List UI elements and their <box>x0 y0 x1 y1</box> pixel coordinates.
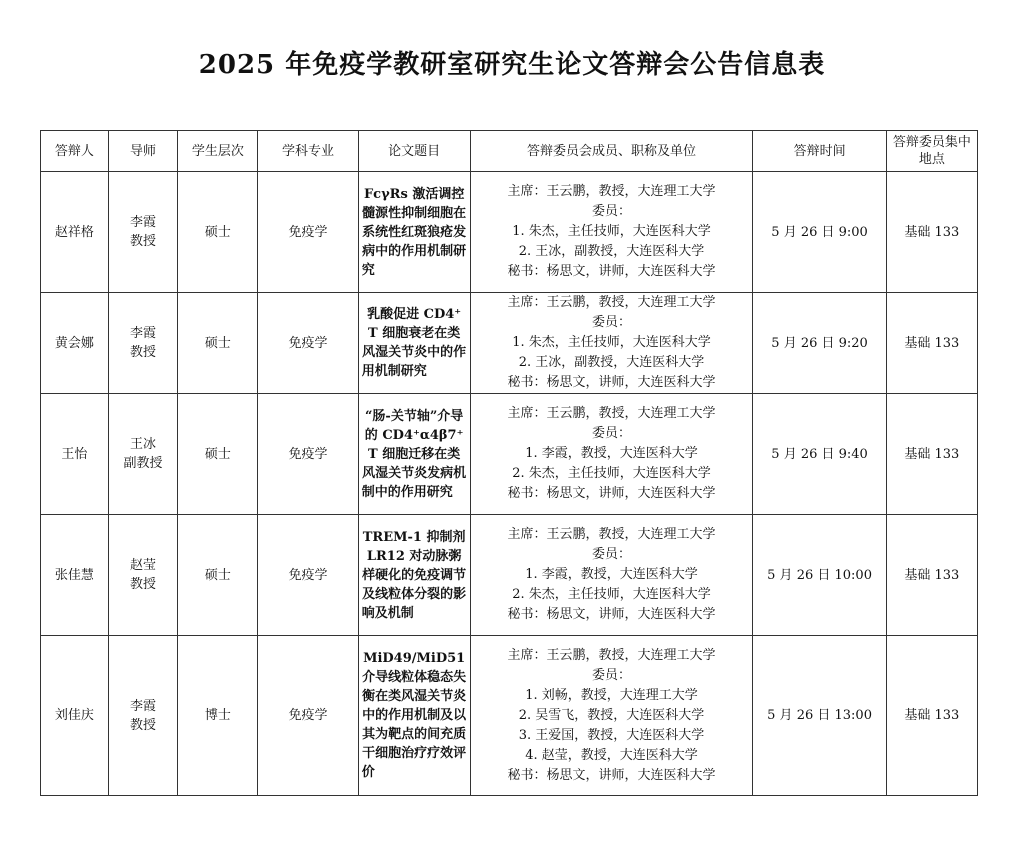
advisor-rank: 教授 <box>130 577 157 592</box>
student-level: 硕士 <box>178 172 258 293</box>
student-name: 王怡 <box>41 394 109 515</box>
committee-cell <box>470 515 753 636</box>
committee-line: 1. 李霞，教授，大连医科大学 <box>525 446 698 461</box>
defense-time: 5 月 26 日 9:00 <box>753 172 886 293</box>
advisor-rank: 教授 <box>130 717 157 733</box>
defense-time: 5 月 26 日 13:00 <box>753 636 886 796</box>
advisor-name: 赵莹 <box>130 558 157 573</box>
committee-line: 2. 朱杰，主任技师，大连医科大学 <box>512 466 711 481</box>
committee-line: 2. 朱杰，主任技师，大连医科大学 <box>512 587 711 602</box>
student-name: 刘佳庆 <box>41 636 109 796</box>
committee-cell <box>470 172 753 293</box>
page-title: 2025 年免疫学教研室研究生论文答辩会公告信息表 <box>198 50 826 80</box>
header-time: 答辩时间 <box>753 131 886 172</box>
header-place: 答辩委员集中地点 <box>886 131 977 172</box>
committee-line: 2. 王冰，副教授，大连医科大学 <box>518 355 705 370</box>
committee-line: 委员： <box>591 426 631 441</box>
advisor-rank: 副教授 <box>123 456 163 471</box>
table-body <box>41 172 978 796</box>
advisor-cell <box>108 172 178 293</box>
advisor-cell <box>108 636 178 796</box>
table-row <box>41 636 978 796</box>
committee-line: 秘书：杨思文，讲师，大连医科大学 <box>507 486 716 501</box>
committee-line: 主席：王云鹏，教授，大连理工大学 <box>507 295 716 310</box>
thesis-title: “肠-关节轴”介导的 CD4⁺α4β7⁺T 细胞迁移在类风湿关节炎发病机制中的作用研究 <box>358 394 470 515</box>
advisor-cell <box>108 394 178 515</box>
advisor-name: 李霞 <box>130 326 157 341</box>
table-row <box>41 172 978 293</box>
committee-line: 秘书：杨思文，讲师，大连医科大学 <box>507 264 716 279</box>
defense-info-table <box>40 130 978 796</box>
meeting-place: 基础 133 <box>886 515 977 636</box>
meeting-place: 基础 133 <box>886 636 977 796</box>
committee-line: 2. 吴雪飞，教授，大连医科大学 <box>518 707 705 723</box>
committee-line: 1. 刘畅，教授，大连理工大学 <box>525 687 698 703</box>
student-level: 硕士 <box>178 293 258 394</box>
committee-line: 秘书：杨思文，讲师，大连医科大学 <box>507 767 716 783</box>
major: 免疫学 <box>258 172 358 293</box>
committee-line: 4. 赵莹，教授，大连医科大学 <box>525 747 698 763</box>
advisor-rank: 教授 <box>130 234 157 249</box>
thesis-title: MiD49/MiD51 介导线粒体稳态失衡在类风湿关节炎中的作用机制及以其为靶点的间充质干细胞治疗疗效评价 <box>358 636 470 796</box>
committee-line: 主席：王云鹏，教授，大连理工大学 <box>507 527 716 542</box>
advisor-name: 李霞 <box>130 698 157 714</box>
committee-line: 秘书：杨思文，讲师，大连医科大学 <box>507 607 716 622</box>
student-level: 博士 <box>178 636 258 796</box>
defense-time: 5 月 26 日 10:00 <box>753 515 886 636</box>
table-row <box>41 394 978 515</box>
committee-line: 主席：王云鹏，教授，大连理工大学 <box>507 184 716 199</box>
major: 免疫学 <box>258 515 358 636</box>
committee-line: 3. 王爱国，教授，大连医科大学 <box>518 727 705 743</box>
table-header-row <box>41 131 978 172</box>
header-committee: 答辩委员会成员、职称及单位 <box>470 131 753 172</box>
meeting-place: 基础 133 <box>886 394 977 515</box>
committee-cell <box>470 394 753 515</box>
advisor-name: 李霞 <box>130 215 157 230</box>
committee-cell <box>470 293 753 394</box>
committee-line: 1. 朱杰，主任技师，大连医科大学 <box>512 335 711 350</box>
committee-line: 主席：王云鹏，教授，大连理工大学 <box>507 406 716 421</box>
student-name: 黄会娜 <box>41 293 109 394</box>
committee-cell <box>470 636 753 796</box>
advisor-rank: 教授 <box>130 345 157 360</box>
student-level: 硕士 <box>178 515 258 636</box>
header-major: 学科专业 <box>258 131 358 172</box>
advisor-cell <box>108 515 178 636</box>
header-name: 答辩人 <box>41 131 109 172</box>
table-row <box>41 293 978 394</box>
major: 免疫学 <box>258 636 358 796</box>
table-row <box>41 515 978 636</box>
committee-line: 2. 王冰，副教授，大连医科大学 <box>518 244 705 259</box>
header-thesis-title: 论文题目 <box>358 131 470 172</box>
committee-line: 委员： <box>591 204 631 219</box>
meeting-place: 基础 133 <box>886 172 977 293</box>
defense-time: 5 月 26 日 9:20 <box>753 293 886 394</box>
thesis-title: TREM-1 抑制剂 LR12 对动脉粥样硬化的免疫调节及线粒体分裂的影响及机制 <box>358 515 470 636</box>
student-name: 张佳慧 <box>41 515 109 636</box>
thesis-title: 乳酸促进 CD4⁺ T 细胞衰老在类风湿关节炎中的作用机制研究 <box>358 293 470 394</box>
committee-line: 主席：王云鹏，教授，大连理工大学 <box>507 647 716 663</box>
advisor-cell <box>108 293 178 394</box>
committee-line: 1. 朱杰，主任技师，大连医科大学 <box>512 224 711 239</box>
header-advisor: 导师 <box>108 131 178 172</box>
major: 免疫学 <box>258 293 358 394</box>
committee-line: 委员： <box>591 667 631 683</box>
major: 免疫学 <box>258 394 358 515</box>
thesis-title: FcγRs 激活调控髓源性抑制细胞在系统性红斑狼疮发病中的作用机制研究 <box>358 172 470 293</box>
meeting-place: 基础 133 <box>886 293 977 394</box>
committee-line: 1. 李霞，教授，大连医科大学 <box>525 567 698 582</box>
advisor-name: 王冰 <box>130 437 157 452</box>
header-level: 学生层次 <box>178 131 258 172</box>
committee-line: 委员： <box>591 547 631 562</box>
committee-line: 秘书：杨思文，讲师，大连医科大学 <box>507 375 716 390</box>
student-name: 赵祥格 <box>41 172 109 293</box>
defense-time: 5 月 26 日 9:40 <box>753 394 886 515</box>
committee-line: 委员： <box>591 315 631 330</box>
student-level: 硕士 <box>178 394 258 515</box>
